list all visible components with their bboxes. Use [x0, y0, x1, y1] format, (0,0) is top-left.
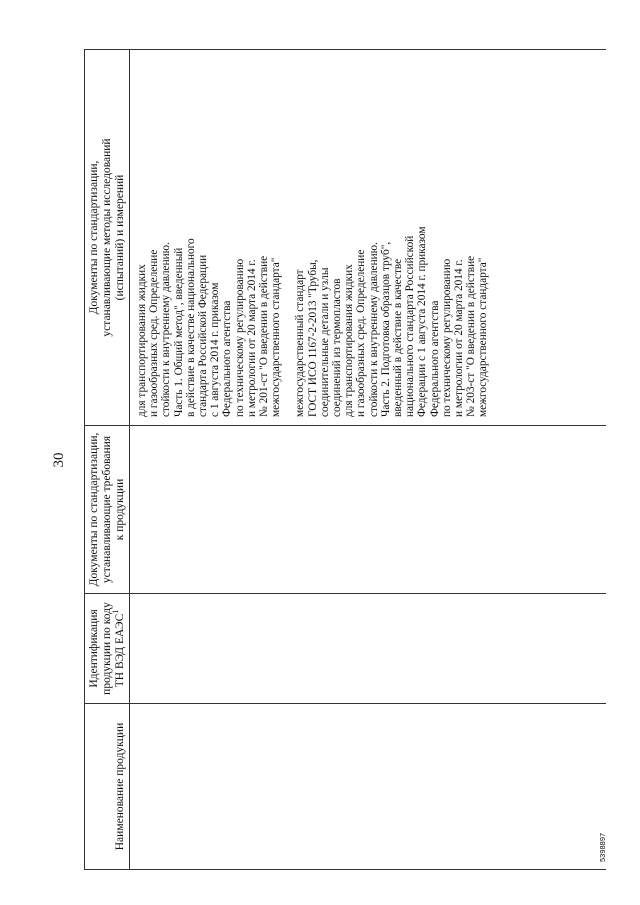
standards-table	[84, 49, 606, 870]
document-code: 5398897	[598, 832, 607, 862]
header-requirements-docs: Документы по стандартизации, устанавливающие требования к продукции	[85, 426, 130, 594]
footnote-mark: 1	[111, 609, 121, 614]
standard-entry-part1: для транспортирования жидких и газообразных сред. Определение стойкости к внутреннему давлению. Часть 1. Общий метод", введенный в действие в качестве национального стандарта Российской Федерации с 1 августа 2014 г. приказом Федерального агентства по техническому регулированию и метрологии от 20 марта 2014 г. № 201-ст "О введении в действие межгосударственного стандарта"	[136, 238, 283, 417]
page-number: 30	[51, 452, 67, 468]
table-header-row	[85, 50, 130, 870]
cell-test-methods-docs	[130, 50, 607, 426]
standard-entry-part2: межгосударственный стандарт ГОСТ ИСО 1167-2-2013 "Трубы, соединительные детали и узлы соединений из термопластов для транспортирования жидких и газообразных сред. Определение стойкости к внутреннему давлению. Часть 2. Подготовка образцов труб", введенный в действие в качестве национального стандарта Российской Федерации с 1 августа 2014 г. приказом Федерального агентства по техническому регулированию и метрологии от 20 марта 2014 г. № 203-ст "О введении в действие межгосударственного стандарта"	[294, 226, 490, 417]
cell-tn-ved-code	[130, 594, 607, 704]
header-test-methods-docs: Документы по стандартизации, устанавливающие методы исследований (испытаний) и измерений	[85, 50, 130, 426]
header-tn-ved-code: Идентификация продукции по коду ТН ВЭД ЕАЭС$^1$	[85, 594, 130, 704]
rotated-page	[50, 50, 610, 870]
header-product-name: Наименование продукции	[85, 704, 130, 870]
table-row	[130, 50, 607, 870]
cell-requirements-docs	[130, 426, 607, 594]
cell-product-name	[130, 704, 607, 870]
